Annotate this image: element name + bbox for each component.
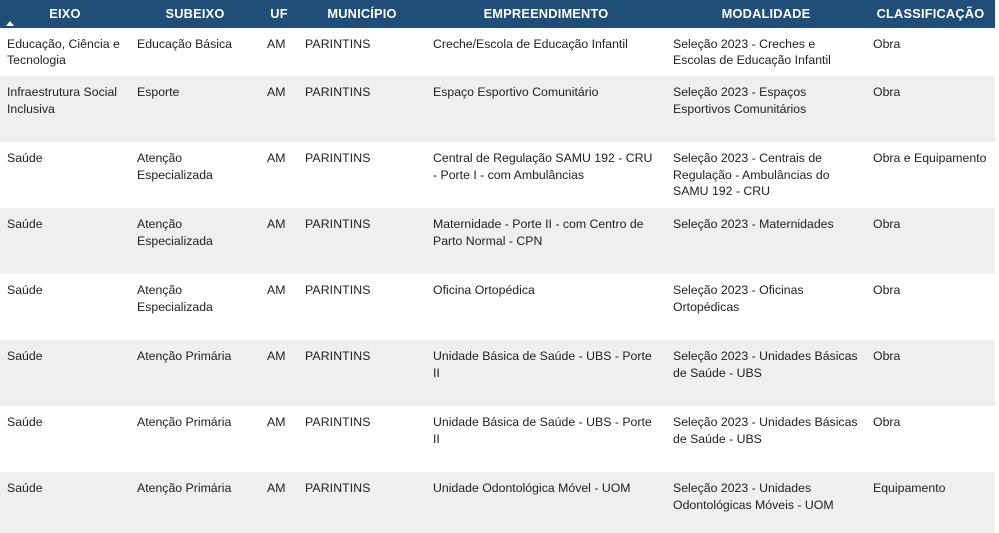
cell-subeixo: Atenção Primária xyxy=(130,340,260,406)
cell-uf: AM xyxy=(260,76,298,142)
cell-eixo: Saúde xyxy=(0,406,130,472)
cell-uf: AM xyxy=(260,208,298,274)
cell-classificacao: Obra xyxy=(866,340,995,406)
cell-subeixo: Atenção Primária xyxy=(130,472,260,533)
column-header-uf-label: UF xyxy=(270,6,288,21)
cell-empreendimento: Creche/Escola de Educação Infantil xyxy=(426,28,666,76)
column-header-uf[interactable] xyxy=(260,0,298,28)
cell-classificacao: Obra xyxy=(866,76,995,142)
cell-municipio: PARINTINS xyxy=(298,208,426,274)
cell-uf: AM xyxy=(260,142,298,208)
cell-classificacao: Obra xyxy=(866,28,995,76)
cell-modalidade: Seleção 2023 - Unidades Odontológicas Móveis - UOM xyxy=(666,472,866,533)
cell-municipio: PARINTINS xyxy=(298,28,426,76)
cell-eixo: Saúde xyxy=(0,142,130,208)
table-body xyxy=(0,28,995,533)
cell-eixo: Saúde xyxy=(0,472,130,533)
table-header-row xyxy=(0,0,995,28)
cell-empreendimento: Unidade Odontológica Móvel - UOM xyxy=(426,472,666,533)
cell-municipio: PARINTINS xyxy=(298,472,426,533)
column-header-subeixo[interactable] xyxy=(130,0,260,28)
cell-classificacao: Obra xyxy=(866,208,995,274)
cell-subeixo: Atenção Primária xyxy=(130,406,260,472)
cell-eixo: Saúde xyxy=(0,274,130,340)
cell-empreendimento: Unidade Básica de Saúde - UBS - Porte II xyxy=(426,340,666,406)
cell-empreendimento: Maternidade - Porte II - com Centro de Parto Normal - CPN xyxy=(426,208,666,274)
column-header-classificacao-label: CLASSIFICAÇÃO xyxy=(876,6,985,21)
table-header xyxy=(0,0,995,28)
column-header-eixo[interactable] xyxy=(0,0,130,28)
column-header-municipio[interactable] xyxy=(298,0,426,28)
cell-eixo: Educação, Ciência e Tecnologia xyxy=(0,28,130,76)
cell-subeixo: Esporte xyxy=(130,76,260,142)
column-header-modalidade[interactable] xyxy=(666,0,866,28)
cell-uf: AM xyxy=(260,340,298,406)
cell-classificacao: Equipamento xyxy=(866,472,995,533)
column-header-subeixo-label: SUBEIXO xyxy=(165,6,225,21)
table-row[interactable] xyxy=(0,340,995,406)
column-header-classificacao[interactable] xyxy=(866,0,995,28)
table-row[interactable] xyxy=(0,208,995,274)
cell-subeixo: Atenção Especializada xyxy=(130,274,260,340)
cell-subeixo: Atenção Especializada xyxy=(130,142,260,208)
cell-empreendimento: Espaço Esportivo Comunitário xyxy=(426,76,666,142)
cell-uf: AM xyxy=(260,274,298,340)
cell-modalidade: Seleção 2023 - Unidades Básicas de Saúde - UBS xyxy=(666,406,866,472)
cell-modalidade: Seleção 2023 - Oficinas Ortopédicas xyxy=(666,274,866,340)
table-row[interactable] xyxy=(0,142,995,208)
table-row[interactable] xyxy=(0,28,995,76)
cell-modalidade: Seleção 2023 - Creches e Escolas de Educação Infantil xyxy=(666,28,866,76)
column-header-modalidade-label: MODALIDADE xyxy=(721,6,811,21)
cell-modalidade: Seleção 2023 - Centrais de Regulação - Ambulâncias do SAMU 192 - CRU xyxy=(666,142,866,208)
cell-municipio: PARINTINS xyxy=(298,274,426,340)
cell-eixo: Saúde xyxy=(0,340,130,406)
cell-municipio: PARINTINS xyxy=(298,406,426,472)
cell-eixo: Infraestrutura Social Inclusiva xyxy=(0,76,130,142)
cell-empreendimento: Central de Regulação SAMU 192 - CRU - Porte I - com Ambulâncias xyxy=(426,142,666,208)
column-header-empreendimento-label: EMPREENDIMENTO xyxy=(483,6,609,21)
cell-modalidade: Seleção 2023 - Maternidades xyxy=(666,208,866,274)
cell-classificacao: Obra e Equipamento xyxy=(866,142,995,208)
cell-eixo: Saúde xyxy=(0,208,130,274)
cell-subeixo: Atenção Especializada xyxy=(130,208,260,274)
cell-municipio: PARINTINS xyxy=(298,142,426,208)
table-row[interactable] xyxy=(0,274,995,340)
cell-uf: AM xyxy=(260,28,298,76)
table-row[interactable] xyxy=(0,472,995,533)
cell-modalidade: Seleção 2023 - Unidades Básicas de Saúde - UBS xyxy=(666,340,866,406)
cell-uf: AM xyxy=(260,406,298,472)
cell-uf: AM xyxy=(260,472,298,533)
cell-municipio: PARINTINS xyxy=(298,340,426,406)
cell-modalidade: Seleção 2023 - Espaços Esportivos Comunitários xyxy=(666,76,866,142)
sort-ascending-icon xyxy=(6,21,14,26)
cell-classificacao: Obra xyxy=(866,406,995,472)
column-header-empreendimento[interactable] xyxy=(426,0,666,28)
column-header-municipio-label: MUNICÍPIO xyxy=(327,6,397,21)
cell-classificacao: Obra xyxy=(866,274,995,340)
table-row[interactable] xyxy=(0,76,995,142)
cell-subeixo: Educação Básica xyxy=(130,28,260,76)
column-header-eixo-label: EIXO xyxy=(49,6,81,21)
cell-empreendimento: Oficina Ortopédica xyxy=(426,274,666,340)
table-row[interactable] xyxy=(0,406,995,472)
cell-empreendimento: Unidade Básica de Saúde - UBS - Porte II xyxy=(426,406,666,472)
cell-municipio: PARINTINS xyxy=(298,76,426,142)
